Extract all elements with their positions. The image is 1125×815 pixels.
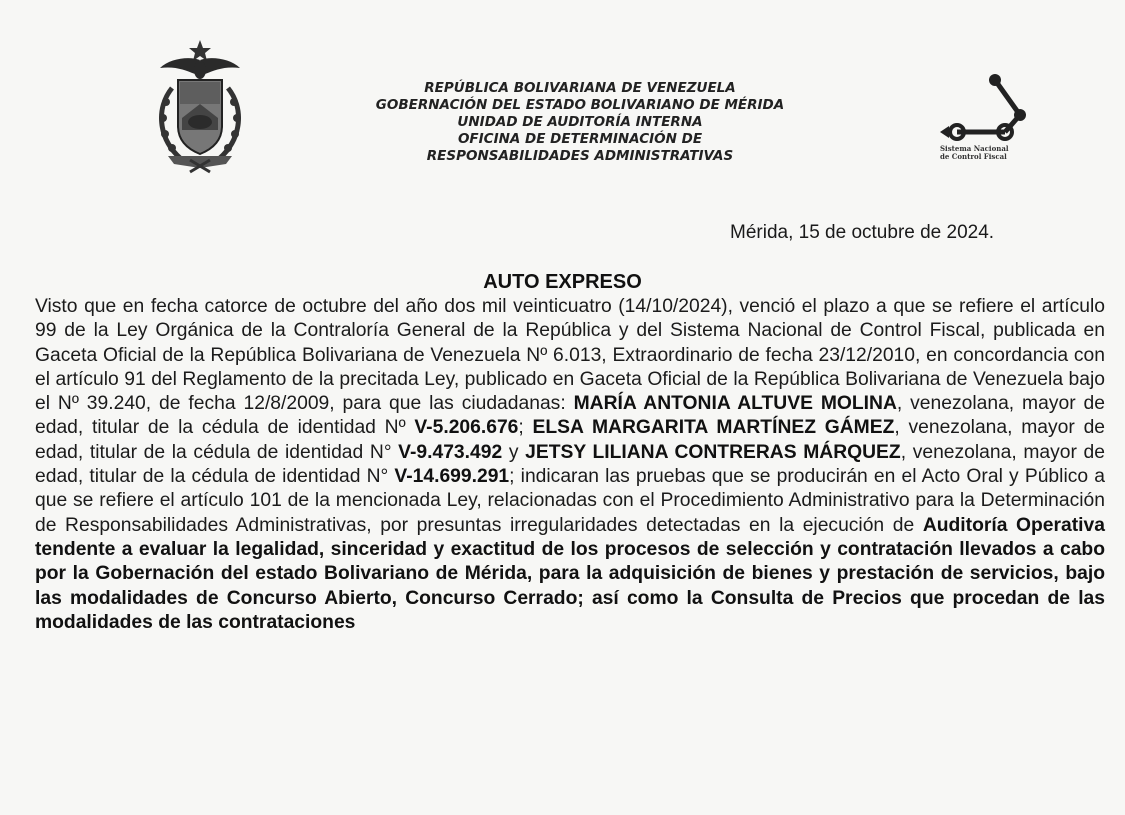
- header-line-responsibilities: RESPONSABILIDADES ADMINISTRATIVAS: [426, 148, 734, 164]
- document-body: [35, 295, 1105, 635]
- document-title: AUTO EXPRESO: [483, 271, 642, 293]
- citizen-id-2: V-9.473.492: [398, 441, 503, 463]
- header-line-governorship: GOBERNACIÓN DEL ESTADO BOLIVARIANO DE MÉRIDA: [375, 97, 785, 113]
- citizen-name-2: ELSA MARGARITA MARTÍNEZ GÁMEZ: [532, 417, 895, 439]
- citizen-name-1: MARÍA ANTONIA ALTUVE MOLINA: [573, 393, 897, 415]
- body-text-6: , venezolana, mayor de edad, titular de la cédula de identidad N°: [35, 441, 1105, 488]
- body-text-4: , venezolana, mayor de edad, titular de la cédula de identidad N°: [35, 417, 1106, 463]
- citizen-id-3: V-14.699.291: [394, 466, 510, 488]
- sncf-caption-line2: de Control Fiscal: [940, 152, 1007, 161]
- citizen-name-3: JETSY LILIANA CONTRERAS MÁRQUEZ: [525, 441, 901, 463]
- citizen-id-1: V-5.206.676: [414, 417, 519, 439]
- body-text-2: , venezolana, mayor de edad, titular de la cédula de identidad Nº: [35, 393, 1105, 439]
- body-text-5: y: [502, 441, 526, 463]
- body-text-1: Visto que en fecha catorce de octubre del año dos mil veinticuatro (14/10/2024), venció el plazo a que se refiere el artículo 99 de la Ley Orgánica de la Contraloría General de la República y del Sistema Nacional de Control Fiscal, publicada en Gaceta Oficial de la República Bolivariana de Venezuela Nº 6.013, Extraordinario de fecha 23/12/2010, en concordancia con el artículo 91 del Reglamento de la precitada Ley, publicado en Gaceta Oficial de la República Bolivariana de Venezuela bajo el Nº 39.240, de fecha 12/8/2009, para que las ciudadanas:: [35, 296, 1105, 415]
- document-date: Mérida, 15 de octubre de 2024.: [730, 222, 995, 243]
- sncf-caption: [940, 145, 1030, 161]
- body-text-3: ;: [518, 417, 533, 439]
- sncf-caption-line1: Sistema Nacional: [940, 144, 1009, 153]
- coat-of-arms-icon: [150, 38, 250, 176]
- header-line-audit-unit: UNIDAD DE AUDITORÍA INTERNA: [457, 114, 703, 130]
- institution-header: [300, 80, 860, 165]
- body-text-7: ; indicaran las pruebas que se producirán en el Acto Oral y Público a que se refiere el artículo 101 de la mencionada Ley, relacionadas con el Procedimiento Administrativo para la Determinación de Responsabilidades Administrativas, por presuntas irregularidades detectadas en la ejecución de: [35, 466, 1105, 536]
- header-line-office: OFICINA DE DETERMINACIÓN DE: [457, 131, 703, 147]
- audit-description: Auditoría Operativa tendente a evaluar la legalidad, sinceridad y exactitud de los procesos de selección y contratación llevados a cabo por la Gobernación del estado Bolivariano de Mérida, para la adquisición de bienes y prestación de servicios, bajo las modalidades de Concurso Abierto, Concurso Cerrado; así como la Consulta de Precios que procedan de las modalidades de las contrataciones: [35, 514, 1105, 633]
- header-line-republic: REPÚBLICA BOLIVARIANA DE VENEZUELA: [424, 80, 736, 96]
